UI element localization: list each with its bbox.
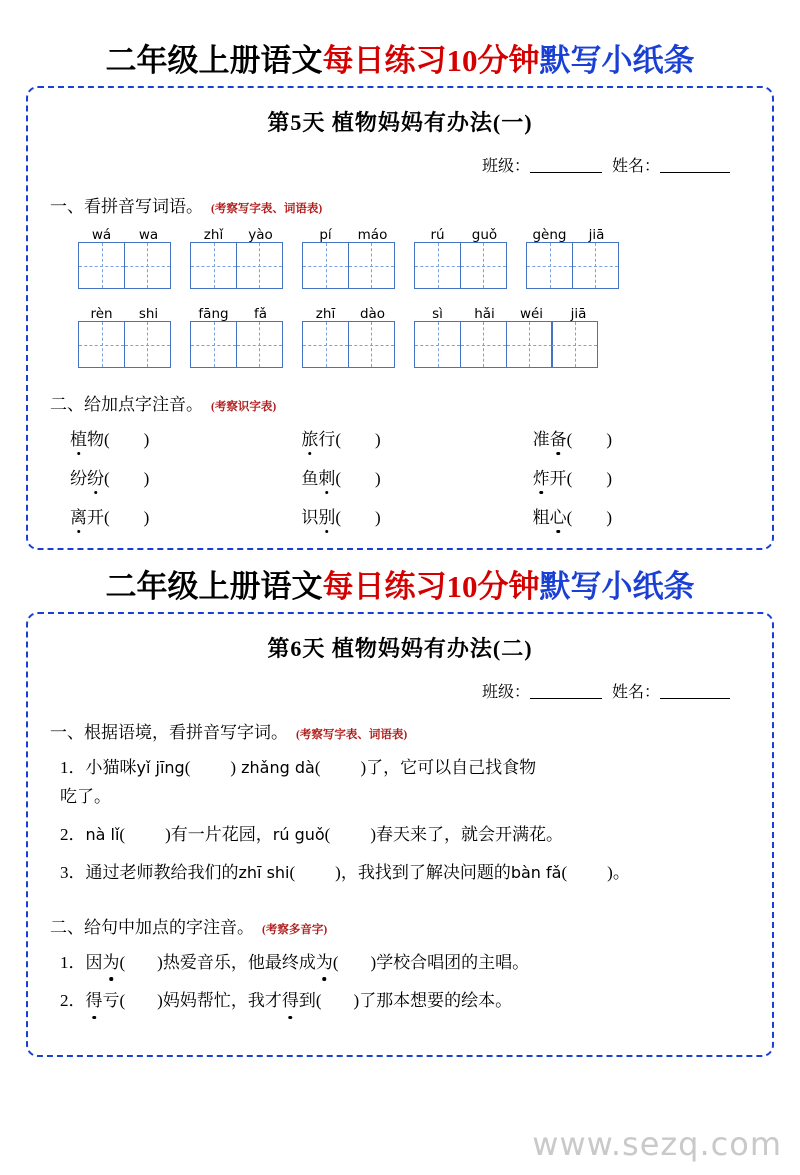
zhuyin-char: 粗: [532, 508, 550, 528]
pinyin-row: [190, 223, 284, 242]
answer-paren-close: ): [360, 758, 367, 778]
tianzige-cell[interactable]: [348, 242, 395, 289]
answer-paren-open: (: [289, 863, 296, 883]
pinyin-syllable: gèng: [532, 226, 567, 243]
pinyin-grid-row-2: [78, 302, 758, 368]
tianzige-cell[interactable]: [460, 242, 507, 289]
worksheet-card-day5: [26, 86, 774, 550]
word-box-group: [78, 223, 172, 289]
dotted-char: 别: [318, 503, 335, 528]
dotted-char: 备: [550, 425, 567, 450]
section-heading-text-6-2: 二、给句中加点的字注音。: [50, 917, 254, 937]
banner-red-1: 每日练习10分钟: [322, 43, 540, 78]
pinyin-prompt: rú guǒ: [272, 824, 325, 844]
answer-paren-open: (: [184, 758, 191, 778]
dotted-char: 为: [103, 950, 120, 976]
tianzige-cell[interactable]: [526, 242, 573, 289]
zhuyin-char: 开: [87, 508, 104, 528]
tianzige-cell[interactable]: [302, 242, 349, 289]
word-box-group: [302, 223, 396, 289]
pinyin-prompt: zhī shi: [238, 863, 290, 883]
pinyin-syllable: jiā: [570, 305, 587, 322]
sentence-list-dot-zhuyin: [42, 950, 758, 1015]
item-number: 2．: [60, 824, 86, 844]
tianzige-cell[interactable]: [124, 321, 171, 368]
pinyin-syllable: zhǐ: [203, 226, 224, 243]
word-box-group: [302, 302, 396, 368]
zhuyin-item: [64, 503, 295, 528]
watermark: www.sezq.com: [532, 1125, 782, 1163]
answer-paren-close: ): [165, 824, 171, 844]
zhuyin-item: [527, 425, 758, 450]
sentence-text: 到: [298, 990, 316, 1010]
answer-paren-close: ): [607, 863, 613, 883]
answer-paren-open: (: [335, 508, 341, 528]
answer-paren-close: ): [375, 469, 381, 489]
answer-paren-close: ): [375, 508, 381, 528]
pinyin-row: [78, 223, 172, 242]
dotted-char: 纷: [87, 464, 104, 489]
zhuyin-item: [527, 464, 758, 489]
dot-zhuyin-sentence: [60, 988, 758, 1014]
sentence-text: 热爱音乐，他最终成: [162, 952, 316, 972]
zhuyin-char: 鱼: [301, 469, 319, 489]
answer-paren-open: (: [324, 824, 331, 844]
tianzige-box-set: [302, 321, 396, 368]
sentence-text: 春天来了，就会开满花。: [376, 824, 563, 844]
pinyin-syllable: zhī: [315, 305, 336, 322]
word-box-group: [190, 223, 284, 289]
section-note-5-2: (考察识字表): [211, 401, 277, 414]
zhuyin-char: 准: [532, 430, 550, 450]
pinyin-syllable: pí: [319, 226, 332, 243]
pinyin-syllable: hǎi: [474, 305, 495, 322]
fill-blank-sentence: [60, 860, 758, 886]
answer-paren-open: (: [104, 469, 110, 489]
name-blank-5[interactable]: [660, 157, 730, 173]
item-number: 1．: [60, 758, 86, 778]
answer-paren-close: ): [230, 758, 237, 778]
banner-blue-2: 默写小纸条: [539, 569, 695, 605]
answer-paren-open: (: [566, 430, 573, 450]
dotted-char: 得: [86, 988, 103, 1014]
zhuyin-item: [295, 425, 526, 450]
zhuyin-item: [64, 464, 295, 489]
answer-paren-open: (: [119, 952, 126, 972]
pinyin-syllable: shi: [138, 305, 159, 322]
sentence-text: 学校合唱团的主唱。: [376, 952, 530, 972]
pinyin-prompt: bàn fǎ: [510, 863, 562, 883]
pinyin-syllable: fāng: [198, 305, 229, 322]
answer-paren-close: ): [143, 508, 150, 528]
name-label-5: 姓名：: [611, 158, 660, 176]
word-box-group: [190, 302, 284, 368]
dotted-char: 离: [70, 503, 87, 528]
section-heading-6-2: [50, 913, 758, 938]
tianzige-box-set: [78, 242, 172, 289]
class-blank-6[interactable]: [530, 683, 602, 699]
name-blank-6[interactable]: [660, 683, 730, 699]
item-number: 3．: [60, 863, 86, 883]
banner-red-2: 每日练习10分钟: [322, 569, 540, 605]
zhuyin-item: [64, 425, 295, 450]
sentence-text: 。: [612, 863, 630, 883]
tianzige-box-set: [414, 321, 602, 368]
class-label-6: 班级：: [481, 684, 530, 702]
sentence-list-fill-pinyin: [42, 755, 758, 886]
meta-line-5: [42, 153, 758, 176]
sentence-text: ，我找到了解决问题的: [340, 863, 511, 883]
dotted-char: 为: [316, 950, 333, 976]
pinyin-syllable: sì: [432, 305, 443, 322]
answer-paren-open: (: [314, 758, 321, 778]
tianzige-cell[interactable]: [414, 321, 461, 368]
pinyin-row: [190, 302, 284, 321]
day-title-6: 第6天 植物妈妈有办法(二): [267, 636, 533, 662]
answer-paren-close: ): [143, 469, 150, 489]
dotted-char: 心: [550, 503, 567, 528]
sentence-text: 有一片花园，: [170, 824, 273, 844]
pinyin-syllable: jiā: [588, 226, 605, 243]
answer-paren-open: (: [104, 430, 110, 450]
fill-blank-sentence: [60, 755, 758, 781]
answer-paren-close: ): [370, 952, 377, 972]
tianzige-cell[interactable]: [236, 242, 283, 289]
dotted-char: 植: [70, 425, 87, 450]
tianzige-cell[interactable]: [414, 242, 461, 289]
zhuyin-char: 行: [318, 430, 336, 450]
sentence-text: 亏: [102, 990, 120, 1010]
tianzige-box-set: [414, 242, 508, 289]
fill-blank-sentence: [60, 822, 758, 848]
answer-paren-close: ): [143, 430, 150, 450]
section-heading-5-2: [50, 390, 758, 415]
zhuyin-item: [527, 503, 758, 528]
class-blank-5[interactable]: [530, 157, 602, 173]
section-note-5-1: (考察写字表、词语表): [211, 203, 323, 216]
dotted-char: 旅: [301, 425, 318, 450]
answer-paren-open: (: [335, 430, 341, 450]
tianzige-cell[interactable]: [572, 242, 619, 289]
name-label-6: 姓名：: [611, 684, 660, 702]
meta-line-6: [42, 679, 758, 702]
dotted-char: 得: [282, 988, 299, 1014]
pinyin-syllable: guǒ: [471, 226, 498, 243]
pinyin-row: [526, 223, 620, 242]
zhuyin-item: [295, 464, 526, 489]
zhuyin-item-grid: [64, 425, 758, 528]
tianzige-cell[interactable]: [190, 321, 237, 368]
answer-paren-close: ): [335, 863, 341, 883]
dotted-char: 炸: [533, 464, 550, 489]
pinyin-grid-row-1: [78, 223, 758, 289]
answer-paren-open: (: [335, 469, 341, 489]
section-note-6-2: (考察多音字): [262, 923, 328, 936]
answer-paren-close: ): [606, 430, 612, 450]
section-heading-text-5-1: 一、看拼音写词语。: [50, 197, 203, 217]
word-box-group: [78, 302, 172, 368]
answer-paren-open: (: [566, 469, 573, 489]
answer-paren-close: ): [157, 952, 163, 972]
answer-paren-open: (: [566, 508, 573, 528]
sentence-text: 了，它可以自己找食物: [366, 758, 537, 778]
pinyin-row: [302, 223, 396, 242]
section-heading-6-1: [50, 718, 758, 743]
zhuyin-item: [295, 503, 526, 528]
tianzige-cell[interactable]: [124, 242, 171, 289]
section-heading-5-1: [50, 192, 758, 217]
sentence-text: 妈妈帮忙，我才: [162, 990, 282, 1010]
sentence-text: 小猫咪: [85, 758, 137, 778]
word-box-group: [414, 223, 508, 289]
pinyin-prompt: zhǎng dà: [236, 758, 315, 778]
answer-paren-close: ): [375, 430, 381, 450]
tianzige-cell[interactable]: [78, 321, 125, 368]
answer-paren-open: (: [119, 990, 126, 1010]
answer-paren-close: ): [606, 508, 612, 528]
answer-paren-open: (: [315, 990, 322, 1010]
pinyin-syllable: rèn: [90, 305, 113, 322]
tianzige-cell[interactable]: [506, 321, 553, 368]
tianzige-cell[interactable]: [190, 242, 237, 289]
pinyin-syllable: fǎ: [253, 305, 268, 322]
tianzige-cell[interactable]: [460, 321, 507, 368]
zhuyin-char: 开: [549, 469, 567, 489]
zhuyin-char: 物: [87, 430, 104, 450]
pinyin-syllable: wéi: [519, 305, 544, 322]
section-note-6-1: (考察写字表、词语表): [296, 729, 408, 742]
zhuyin-char: 识: [301, 508, 319, 528]
tianzige-cell[interactable]: [78, 242, 125, 289]
tianzige-box-set: [78, 321, 172, 368]
dot-zhuyin-sentence: [60, 950, 758, 976]
pinyin-row: [414, 302, 602, 321]
pinyin-syllable: wá: [91, 226, 112, 243]
tianzige-cell[interactable]: [236, 321, 283, 368]
banner-title-2: [0, 570, 800, 604]
pinyin-syllable: wa: [138, 226, 159, 243]
pinyin-row: [414, 223, 508, 242]
day-title-5: 第5天 植物妈妈有办法(一): [267, 110, 533, 136]
pinyin-syllable: dào: [359, 305, 386, 322]
pinyin-prompt: yǐ jīng: [136, 758, 185, 778]
pinyin-row: [302, 302, 396, 321]
item-number: 1．: [60, 952, 86, 972]
answer-paren-close: ): [353, 990, 360, 1010]
tianzige-box-set: [302, 242, 396, 289]
pinyin-syllable: rú: [430, 226, 445, 243]
banner-title-1: [0, 44, 800, 78]
word-box-group: [526, 223, 620, 289]
banner-blue-1: 默写小纸条: [539, 43, 695, 78]
answer-paren-open: (: [561, 863, 568, 883]
answer-paren-close: ): [370, 824, 376, 844]
pinyin-syllable: yào: [248, 226, 273, 243]
banner-black-1: 二年级上册语文: [105, 43, 323, 78]
class-label-5: 班级：: [481, 158, 530, 176]
word-box-group: [414, 302, 602, 368]
banner-black-2: 二年级上册语文: [105, 569, 323, 605]
worksheet-card-day6: [26, 612, 774, 1057]
worksheet-page: [0, 44, 800, 1175]
sentence-text: 因: [85, 952, 103, 972]
sentence-text: 了那本想要的绘本。: [359, 990, 513, 1010]
tianzige-box-set: [190, 321, 284, 368]
tianzige-box-set: [190, 242, 284, 289]
tianzige-cell[interactable]: [348, 321, 395, 368]
answer-paren-close: ): [157, 990, 163, 1010]
zhuyin-char: 纷: [70, 469, 87, 489]
tianzige-box-set: [526, 242, 620, 289]
section-heading-text-5-2: 二、给加点字注音。: [50, 395, 203, 415]
answer-paren-open: (: [104, 508, 110, 528]
answer-paren-close: ): [606, 469, 612, 489]
pinyin-syllable: máo: [357, 226, 388, 243]
tianzige-cell[interactable]: [302, 321, 349, 368]
dotted-char: 刺: [318, 464, 335, 489]
section-heading-text-6-1: 一、根据语境，看拼音写字词。: [50, 723, 288, 743]
sentence-text: 通过老师教给我们的: [85, 863, 239, 883]
pinyin-prompt: nà lǐ: [85, 824, 120, 844]
answer-paren-open: (: [119, 824, 126, 844]
sentence-tail: 吃了。: [60, 786, 111, 806]
pinyin-row: [78, 302, 172, 321]
answer-paren-open: (: [332, 952, 339, 972]
item-number: 2．: [60, 990, 86, 1010]
tianzige-cell[interactable]: [551, 321, 598, 368]
